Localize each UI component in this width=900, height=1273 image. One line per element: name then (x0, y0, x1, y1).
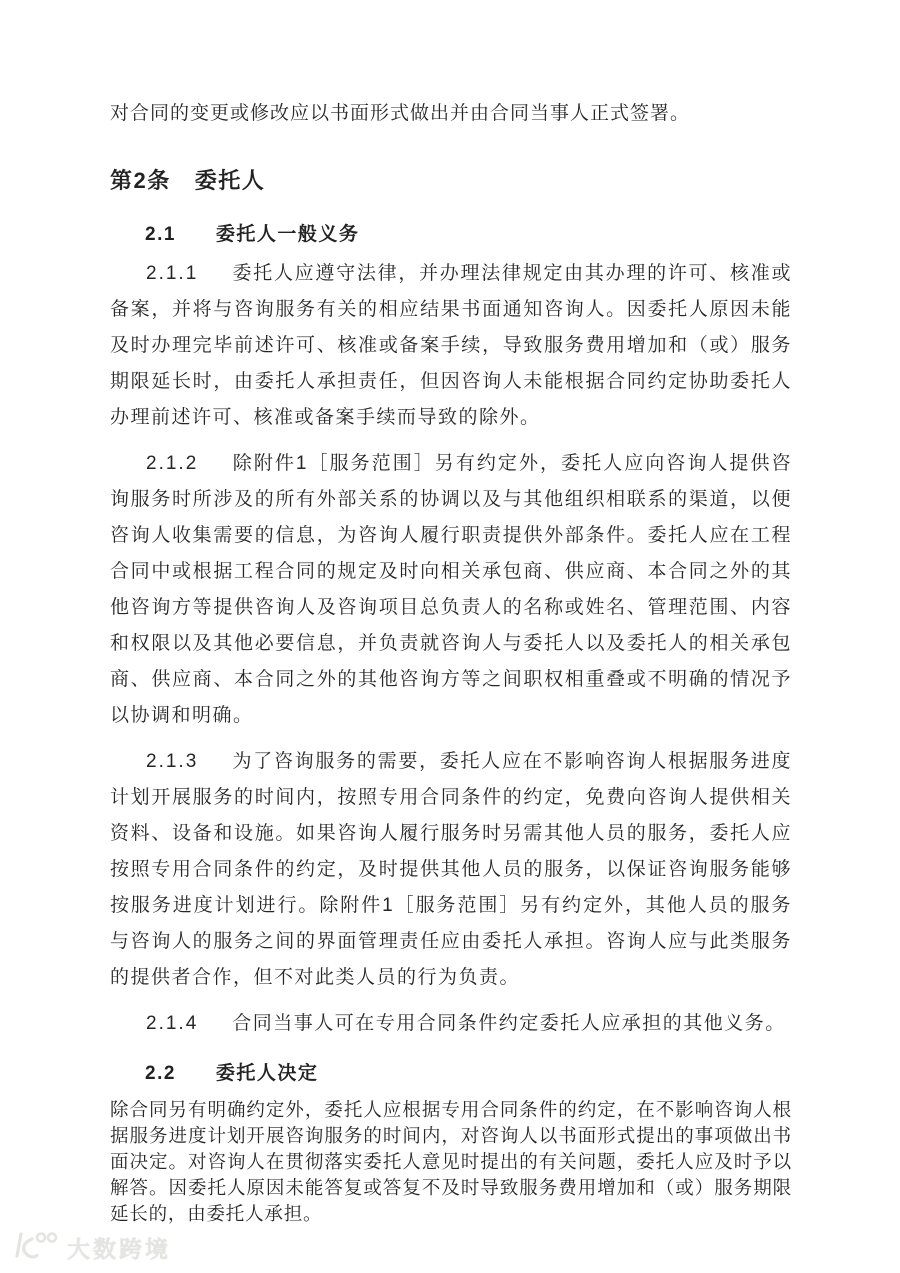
clause-2-1-4 (110, 1006, 792, 1042)
clause-2-1-3 (110, 744, 792, 996)
article-heading (110, 164, 792, 195)
clause-2-1-2 (110, 446, 792, 734)
section-title: 委托人决定 (215, 1063, 319, 1084)
section-2-2-body: 除合同另有明确约定外，委托人应根据专用合同条件的约定，在不影响咨询人根据服务进度计划开展咨询服务的时间内，对咨询人以书面形式提出的事项做出书面决定。对咨询人在贯彻落实委托人意见时提出的有关问题，委托人应及时予以解答。因委托人原因未能答复或答复不及时导致服务费用增加和（或）服务期限延长的，由委托人承担。 (110, 1099, 792, 1224)
clause-text: 为了咨询服务的需要，委托人应在不影响咨询人根据服务进度计划开展服务的时间内，按照专用合同条件的约定，免费向咨询人提供相关资料、设备和设施。如果咨询人履行服务时另需其他人员的服务，委托人应按照专用合同条件的约定，及时提供其他人员的服务，以保证咨询服务能够按服务进度计划进行。除附件1［服务范围］另有约定外，其他人员的服务与咨询人的服务之间的界面管理责任应由委托人承担。咨询人应与此类服务的提供者合作，但不对此类人员的行为负责。 (110, 751, 792, 988)
dashu-kuajing-logo-icon (12, 1230, 60, 1265)
section-heading-2-2 (110, 1058, 792, 1085)
section-heading-2-1 (110, 219, 792, 246)
clause-text: 委托人应遵守法律，并办理法律规定由其办理的许可、核准或备案，并将与咨询服务有关的相应结果书面通知咨询人。因委托人原因未能及时办理完毕前述许可、核准或备案手续，导致服务费用增加和（或）服务期限延长时，由委托人承担责任，但因咨询人未能根据合同约定协助委托人办理前述许可、核准或备案手续而导致的除外。 (110, 263, 792, 428)
clause-number: 2.1.1 (146, 263, 199, 284)
contract-page-content (110, 0, 792, 1227)
clause-text: 合同当事人可在专用合同条件约定委托人应承担的其他义务。 (232, 1013, 786, 1034)
clause-number: 2.1.4 (146, 1013, 199, 1034)
clause-2-1-1 (110, 256, 792, 436)
section-title: 委托人一般义务 (215, 224, 360, 245)
clause-number: 2.1.2 (146, 453, 199, 474)
clause-text: 除附件1［服务范围］另有约定外，委托人应向咨询人提供咨询服务时所涉及的所有外部关系的协调以及与其他组织相联系的渠道，以便咨询人收集需要的信息，为咨询人履行职责提供外部条件。委托人应在工程合同中或根据工程合同的规定及时向相关承包商、供应商、本合同之外的其他咨询方等提供咨询人及咨询项目总负责人的名称或姓名、管理范围、内容和权限以及其他必要信息，并负责就咨询人与委托人以及委托人的相关承包商、供应商、本合同之外的其他咨询方等之间职权相重叠或不明确的情况予以协调和明确。 (110, 453, 792, 726)
section-number: 2.2 (145, 1063, 176, 1084)
clause-number: 2.1.3 (146, 751, 199, 772)
section-number: 2.1 (145, 224, 176, 245)
watermark (12, 1230, 171, 1265)
intro-paragraph: 对合同的变更或修改应以书面形式做出并由合同当事人正式签署。 (110, 103, 691, 124)
watermark-brand-text: 大数跨境 (67, 1236, 171, 1262)
article-title: 委托人 (194, 168, 266, 193)
article-number: 第2条 (110, 168, 171, 193)
